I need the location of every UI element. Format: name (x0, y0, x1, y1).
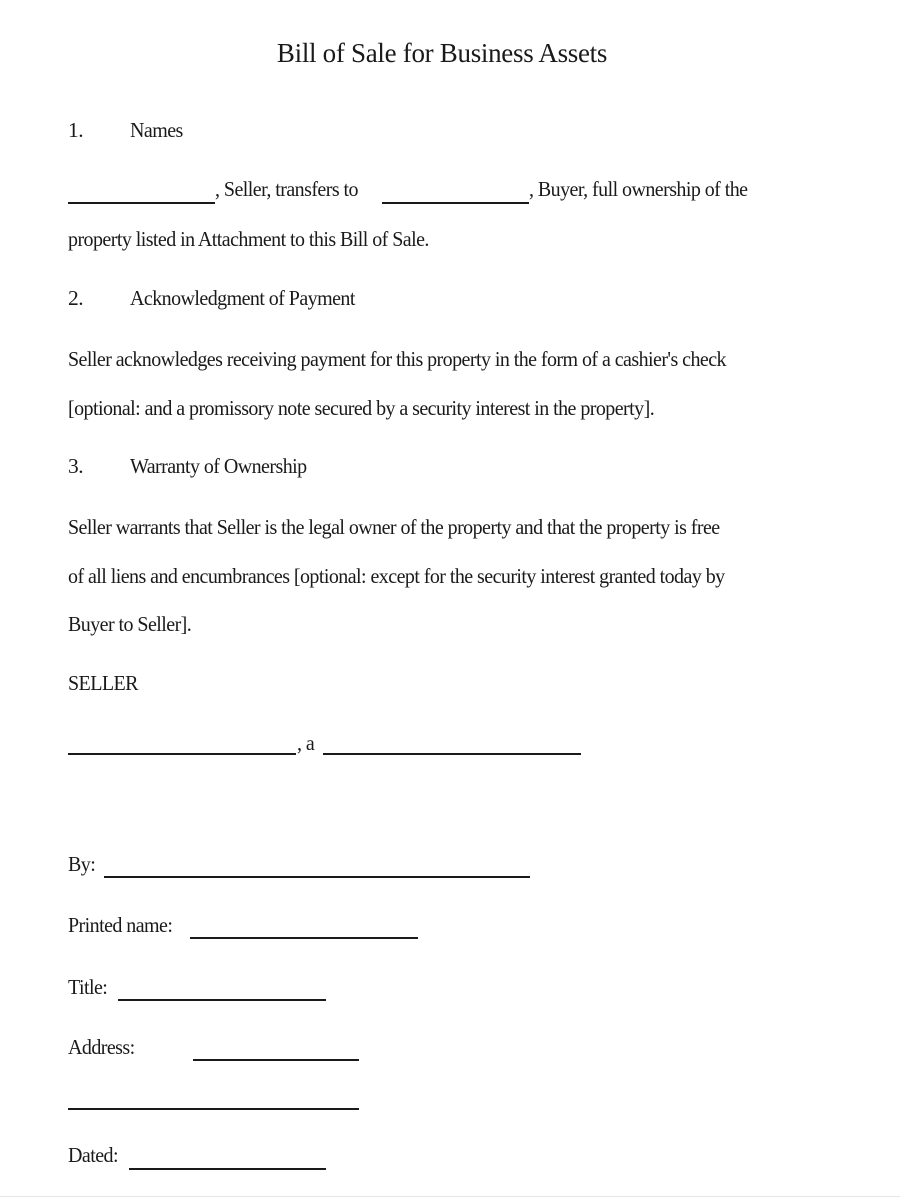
section-1-text-property: property listed in Attachment to this Bill of Sale. (68, 227, 429, 251)
section-1-text-seller-transfers: , Seller, transfers to (215, 177, 358, 201)
seller-name-blank[interactable] (68, 202, 215, 204)
title-label: Title: (68, 975, 108, 999)
buyer-name-blank[interactable] (382, 202, 529, 204)
section-2-heading: Acknowledgment of Payment (130, 286, 355, 310)
seller-heading: SELLER (68, 671, 138, 695)
title-blank[interactable] (118, 999, 326, 1001)
section-3-heading: Warranty of Ownership (130, 454, 307, 478)
seller-entity-name-blank[interactable] (68, 753, 296, 755)
dated-blank[interactable] (129, 1168, 326, 1170)
seller-entity-type-blank[interactable] (323, 753, 581, 755)
section-2-text-line-1: Seller acknowledges receiving payment for this property in the form of a cashier's check (68, 347, 726, 371)
entity-separator: , a (297, 731, 315, 755)
by-label: By: (68, 852, 96, 876)
section-1-heading: Names (130, 118, 183, 142)
address-label: Address: (68, 1035, 135, 1059)
section-3-text-line-2: of all liens and encumbrances [optional: except for the security interest granted today by (68, 564, 725, 588)
section-2-text-line-2: [optional: and a promissory note secured by a security interest in the property]. (68, 396, 655, 420)
section-1-number: 1. (68, 118, 84, 142)
printed-name-blank[interactable] (190, 937, 418, 939)
section-3-text-line-1: Seller warrants that Seller is the legal owner of the property and that the property is free (68, 515, 720, 539)
dated-label: Dated: (68, 1143, 118, 1167)
section-1-text-buyer-ownership: , Buyer, full ownership of the (529, 177, 748, 201)
document-title: Bill of Sale for Business Assets (276, 38, 608, 68)
page-bottom-divider (0, 1196, 900, 1197)
by-signature-blank[interactable] (104, 876, 530, 878)
section-3-number: 3. (68, 454, 84, 478)
section-3-text-line-3: Buyer to Seller]. (68, 612, 192, 636)
address-line-2-blank[interactable] (68, 1108, 359, 1110)
address-line-1-blank[interactable] (193, 1059, 359, 1061)
printed-name-label: Printed name: (68, 913, 173, 937)
section-2-number: 2. (68, 286, 84, 310)
